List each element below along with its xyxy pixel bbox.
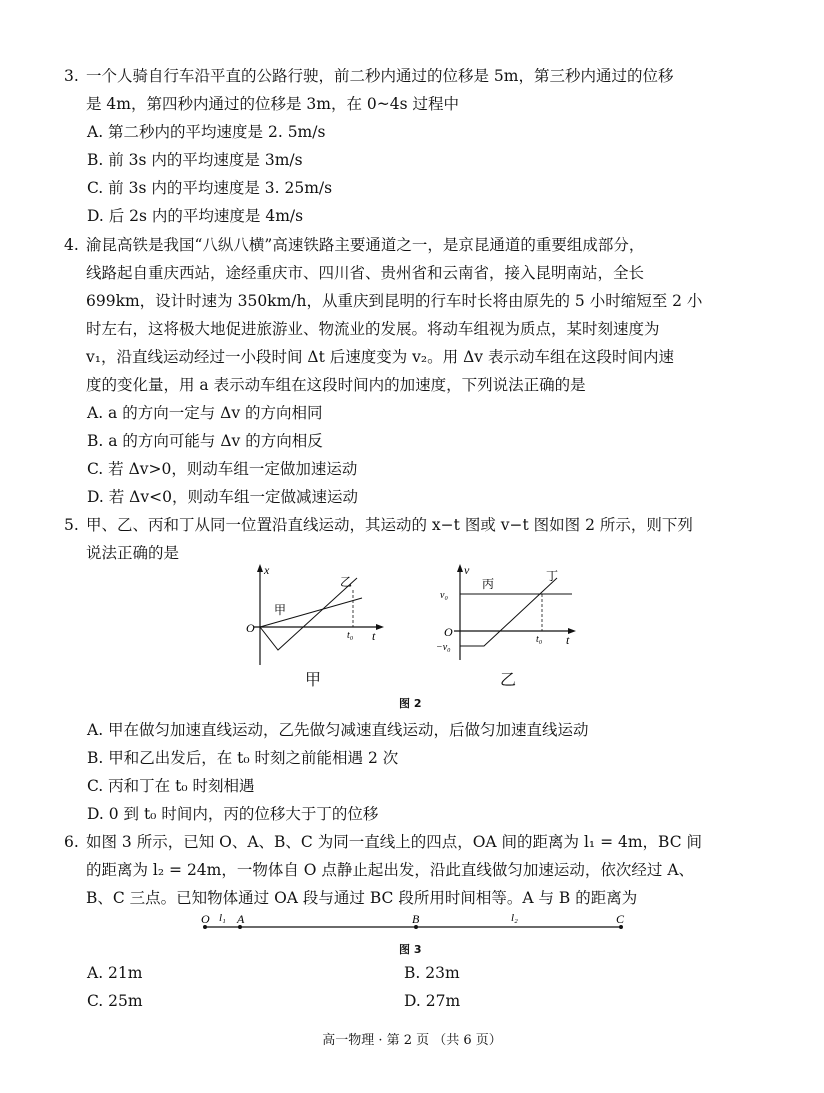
point-o: O: [201, 912, 210, 926]
vt-v0-tick: v₀: [440, 590, 448, 601]
q5-stem-line2: 说法正确的是: [86, 544, 180, 562]
xt-x-axis-label: t: [372, 629, 376, 643]
figure2-right-caption: 乙: [500, 670, 517, 689]
point-a: A: [237, 912, 245, 926]
q4-option-d: D. 若 Δv<0，则动车组一定做减速运动: [87, 488, 358, 506]
jia-label: 甲: [274, 603, 287, 617]
q3-option-d: D. 后 2s 内的平均速度是 4m/s: [87, 207, 304, 225]
q4-option-a: A. a 的方向一定与 Δv 的方向相同: [87, 404, 323, 422]
vt-neg-v0-tick: −v₀: [436, 642, 451, 653]
page-footer: 高一物理 · 第 2 页 （共 6 页）: [322, 1033, 502, 1048]
q5-number: 5.: [64, 516, 79, 534]
yi-label: 乙: [340, 575, 353, 589]
q4-stem-line6: 度的变化量，用 a 表示动车组在这段时间内的加速度，下列说法正确的是: [86, 376, 586, 394]
q3-stem-line2: 是 4m，第四秒内通过的位移是 3m，在 0~4s 过程中: [86, 95, 459, 113]
q3-option-c: C. 前 3s 内的平均速度是 3. 25m/s: [87, 179, 333, 197]
q6-option-b: B. 23m: [404, 964, 460, 982]
q4-option-c: C. 若 Δv>0，则动车组一定做加速运动: [87, 460, 358, 478]
q4-stem-line3: 699km，设计时速为 350km/h，从重庆到昆明的行车时长将由原先的 5 小时缩短至 2 小: [86, 292, 703, 310]
xt-t0-tick: t₀: [347, 630, 354, 641]
q6-stem-line1: 6. 如图 3 所示，已知 O、A、B、C 为同一直线上的四点，OA 间的距离为 l₁ = 4m，BC 间: [64, 833, 703, 851]
q5-option-d: D. 0 到 t₀ 时间内，丙的位移大于丁的位移: [87, 805, 379, 823]
segment-l1: l₁: [219, 912, 226, 924]
q3-option-b: B. 前 3s 内的平均速度是 3m/s: [87, 151, 303, 169]
figure3-caption: 图 3: [399, 943, 422, 956]
point-b: B: [412, 912, 420, 926]
q3-stem-line1: 3. 一个人骑自行车沿平直的公路行驶，前二秒内通过的位移是 5m，第三秒内通过的位移: [64, 67, 674, 85]
bing-label: 丙: [482, 577, 495, 591]
q4-option-b: B. a 的方向可能与 Δv 的方向相反: [87, 432, 323, 450]
vt-t0-tick: t₀: [536, 634, 543, 645]
q5-option-b: B. 甲和乙出发后，在 t₀ 时刻之前能相遇 2 次: [87, 749, 399, 767]
figure2-left-caption: 甲: [305, 670, 322, 689]
ding-label: 丁: [546, 569, 559, 583]
q6-stem-line2: 的距离为 l₂ = 24m，一物体自 O 点静止起出发，沿此直线做匀加速运动，依次经过 A、: [86, 861, 695, 879]
vt-y-axis-label: v: [464, 563, 470, 577]
q6-option-d: D. 27m: [404, 992, 461, 1010]
xt-origin-label: O: [246, 621, 255, 635]
q4-stem-line4: 时左右，这将极大地促进旅游业、物流业的发展。将动车组视为质点，某时刻速度为: [86, 320, 660, 338]
figure2-caption: 图 2: [399, 697, 422, 710]
q4-stem-line5: v₁，沿直线运动经过一小段时间 Δt 后速度变为 v₂。用 Δv 表示动车组在这段时间内速: [86, 348, 674, 366]
q4-stem-line1: 4. 渝昆高铁是我国“八纵八横”高速铁路主要通道之一，是京昆通道的重要组成部分，: [64, 236, 645, 254]
q6-number: 6.: [64, 833, 79, 851]
q4-stem-line2: 线路起自重庆西站，途经重庆市、四川省、贵州省和云南省，接入昆明南站，全长: [86, 264, 645, 282]
figure3-line-diagram: [195, 910, 635, 940]
xt-y-axis-label: x: [264, 563, 270, 577]
q6-option-a: A. 21m: [87, 964, 143, 982]
q3-option-a: A. 第二秒内的平均速度是 2. 5m/s: [87, 123, 326, 141]
q5-stem-line1: 5. 甲、乙、丙和丁从同一位置沿直线运动，其运动的 x−t 图或 v−t 图如图 2 所示，则下列: [64, 516, 693, 534]
q5-option-a: A. 甲在做匀加速直线运动，乙先做匀减速直线运动，后做匀加速直线运动: [87, 721, 589, 739]
q6-stem-line3: B、C 三点。已知物体通过 OA 段与通过 BC 段所用时间相等。A 与 B 的距离为: [86, 889, 638, 907]
ding-line: [460, 578, 557, 646]
vt-x-axis-label: t: [566, 633, 570, 647]
q5-option-c: C. 丙和丁在 t₀ 时刻相遇: [87, 777, 255, 795]
segment-l2: l₂: [511, 912, 518, 924]
q4-number: 4.: [64, 236, 79, 254]
q3-number: 3.: [64, 67, 79, 85]
q6-option-c: C. 25m: [87, 992, 143, 1010]
figure2-vt-graph: [432, 560, 592, 670]
point-c: C: [616, 912, 625, 926]
vt-origin-label: O: [444, 625, 453, 639]
